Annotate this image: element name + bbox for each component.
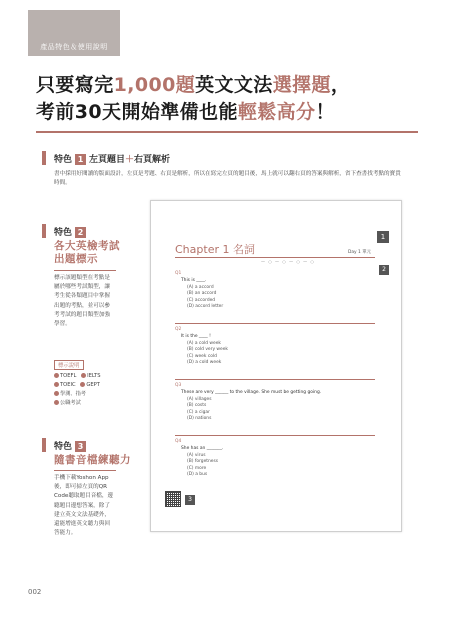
feature-number-badge: 2 bbox=[75, 227, 86, 238]
tag-dot-icon bbox=[54, 373, 59, 378]
callout-badge-3: 3 bbox=[185, 495, 195, 505]
feature-prefix: 特色 bbox=[54, 155, 73, 165]
question-block bbox=[175, 439, 375, 478]
question-stem: She has an _______. bbox=[181, 446, 224, 451]
feature-2-description: 標示該題類型在考點是屬於哪些考試類型，讓考生從各類題目中掌握出題的考點，並可以參考考試的題目類型加強學習。 bbox=[54, 275, 110, 328]
exam-legend-title: 標示說明 bbox=[54, 360, 84, 370]
feature-plus: ＋ bbox=[125, 155, 135, 165]
exam-tag bbox=[80, 381, 100, 390]
exam-tag-label: IELTS bbox=[87, 373, 101, 379]
question-rule bbox=[175, 323, 375, 324]
feature-title-text: 左頁題目 bbox=[89, 155, 126, 165]
question-option: (B) forgetness bbox=[187, 459, 219, 465]
question-option: (C) a cigar bbox=[187, 409, 210, 415]
tag-dot-icon bbox=[80, 382, 85, 387]
question-option: (C) more bbox=[187, 465, 207, 471]
headline-accent: 1,000題 bbox=[113, 74, 196, 96]
headline-accent: 選擇題 bbox=[272, 74, 331, 96]
feature-prefix: 特色 bbox=[54, 442, 73, 452]
tag-dot-icon bbox=[54, 400, 59, 405]
headline-line-1 bbox=[36, 72, 436, 99]
feature-3-rule bbox=[54, 470, 116, 471]
headline-line-2 bbox=[36, 99, 436, 126]
headline bbox=[36, 72, 436, 126]
feature-2-bar bbox=[42, 224, 46, 238]
question-option: (A) a cold week bbox=[187, 341, 221, 346]
question-option: (C) accorded bbox=[187, 297, 216, 303]
feature-2-title bbox=[54, 225, 89, 238]
question-option: (D) nations bbox=[187, 415, 212, 421]
feature-3-bar bbox=[42, 438, 46, 452]
feature-1-description: 書中採用好閱讀的版面設計，左頁是考題、右頁是解析，所以在寫完左頁的題目後，馬上就可以翻右頁的答案與解析，省下查書找考點的寶貴時間。 bbox=[54, 171, 401, 186]
qr-code-icon bbox=[165, 491, 181, 507]
question-block bbox=[175, 327, 375, 366]
question-stem: These are very ______ to the village. She must be getting going. bbox=[181, 390, 322, 395]
feature-3-description: 手機下載Yoshon App後，即可掃左頁的QR Code聽取題目音檔，邊聽題目邊想答案，除了建立英文文法基礎外，還能增進英文聽力與回答能力。 bbox=[54, 475, 114, 537]
exam-tag bbox=[54, 381, 76, 390]
callout-label: Day 1 單元 bbox=[347, 250, 371, 255]
exam-tag-label: TOEFL bbox=[60, 373, 77, 379]
question-option: (D) a cold week bbox=[187, 359, 222, 365]
feature-2-heading-line: 出題標示 bbox=[54, 253, 98, 265]
question-option: (A) a accord bbox=[187, 285, 214, 290]
headline-text: 考前30天開始準備也能 bbox=[36, 101, 238, 123]
section-tab-label: 產品特色＆使用說明 bbox=[40, 43, 108, 51]
exam-tag bbox=[54, 372, 76, 381]
feature-2-heading-line: 各大英檢考試 bbox=[54, 240, 120, 252]
headline-text: 英文文法 bbox=[195, 74, 273, 96]
feature-number-badge: 3 bbox=[75, 441, 86, 452]
headline-text: ！ bbox=[315, 101, 335, 123]
exam-tag bbox=[81, 372, 100, 381]
headline-text: ， bbox=[330, 74, 351, 96]
exam-tag bbox=[54, 390, 86, 399]
page-number: 002 bbox=[28, 588, 42, 596]
feature-2-rule bbox=[54, 270, 116, 271]
question-block bbox=[175, 383, 375, 422]
feature-prefix: 特色 bbox=[54, 228, 73, 238]
question-rule bbox=[175, 435, 375, 436]
question-number: Q4 bbox=[175, 439, 182, 444]
sample-page-title: Chapter 1 名詞 bbox=[175, 243, 255, 256]
question-option: (B) cold very week bbox=[187, 347, 228, 353]
question-stem: This is ____. bbox=[181, 278, 207, 283]
feature-3-title bbox=[54, 439, 89, 452]
exam-tags bbox=[54, 372, 116, 408]
question-option: (D) accord letter bbox=[187, 303, 224, 309]
headline-accent: 輕鬆高分 bbox=[237, 101, 316, 123]
question-block bbox=[175, 271, 375, 310]
exam-tag bbox=[54, 399, 81, 408]
question-option: (A) villages bbox=[187, 397, 212, 402]
exam-tag-label: 學測、指考 bbox=[60, 391, 86, 397]
question-number: Q3 bbox=[175, 383, 182, 388]
sample-title-rule bbox=[175, 257, 375, 258]
feature-number-badge: 1 bbox=[75, 154, 86, 165]
section-tab bbox=[28, 10, 120, 56]
headline-rule bbox=[36, 131, 418, 133]
question-rule bbox=[175, 379, 375, 380]
feature-title-text: 右頁解析 bbox=[134, 155, 171, 165]
headline-text: 只要寫完 bbox=[36, 74, 114, 96]
question-option: (D) a bus bbox=[187, 471, 208, 477]
question-option: (A) virus bbox=[187, 453, 206, 458]
feature-2-heading bbox=[54, 240, 120, 266]
callout-badge-2: 2 bbox=[379, 265, 389, 275]
question-number: Q2 bbox=[175, 327, 182, 332]
callout-badge-1: 1 bbox=[377, 231, 389, 243]
feature-1-bar bbox=[42, 151, 46, 165]
question-option: (C) week cold bbox=[187, 353, 217, 359]
tag-dot-icon bbox=[81, 373, 86, 378]
tag-dot-icon bbox=[54, 382, 59, 387]
question-number: Q1 bbox=[175, 271, 182, 276]
exam-tag-label: TOEIC bbox=[60, 382, 76, 388]
feature-1-title bbox=[54, 152, 170, 165]
tag-dot-icon bbox=[54, 391, 59, 396]
sample-page bbox=[150, 200, 402, 532]
feature-3-heading: 隨書音檔練聽力 bbox=[54, 454, 131, 466]
question-option: (B) costs bbox=[187, 403, 207, 409]
exam-legend bbox=[54, 360, 116, 408]
exam-tag-label: GEPT bbox=[86, 382, 100, 388]
exam-tag-label: 公職考試 bbox=[60, 400, 81, 406]
question-option: (B) an accord bbox=[187, 291, 217, 297]
question-stem: It is the ____ ! bbox=[181, 334, 211, 339]
sample-meta: — ○ — ○ — ○ — ○ bbox=[261, 259, 315, 264]
